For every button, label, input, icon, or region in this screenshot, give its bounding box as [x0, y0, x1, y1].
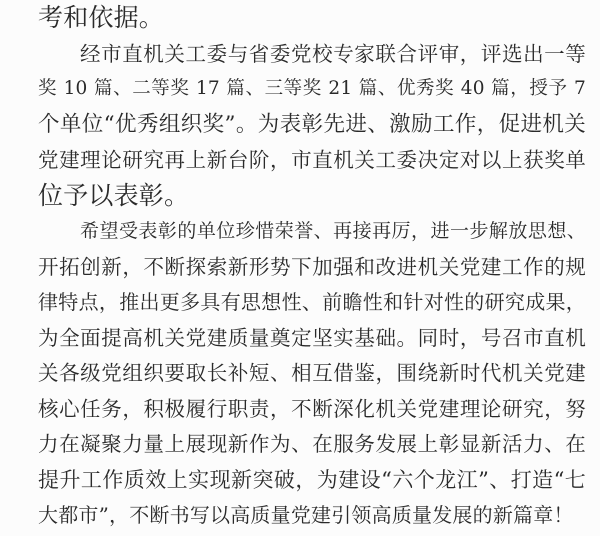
text-line: 希望受表彰的单位珍惜荣誉、再接再厉，进一步解放思想、 — [80, 220, 586, 242]
text-line: 大都市”，不断书写以高质量党建引领高质量发展的新篇章！ — [38, 503, 574, 527]
text-line: 开拓创新，不断探索新形势下加强和改进机关党建工作的规 — [38, 255, 586, 279]
text-line: 位予以表彰。 — [38, 181, 190, 210]
text-line: 经市直机关工委与省委党校专家联合评审，评选出一等 — [80, 42, 586, 66]
text-line: 个单位“优秀组织奖”。为表彰先进、激励工作，促进机关 — [38, 112, 586, 137]
text-line: 提升工作质效上实现新突破，为建设“六个龙江”、打造“七 — [38, 468, 586, 492]
text-line: 考和依据。 — [38, 3, 165, 32]
text-line: 力在凝聚力量上展现新作为、在服务发展上彰显新活力、在 — [38, 432, 586, 456]
text-line: 为全面提高机关党建质量奠定坚实基础。同时，号召市直机 — [38, 326, 586, 350]
text-line: 奖 10 篇、二等奖 17 篇、三等奖 21 篇、优秀奖 40 篇，授予 7 — [38, 78, 586, 99]
text-line: 核心任务，积极履行职责，不断深化机关党建理论研究，努 — [38, 397, 586, 421]
text-line: 关各级党组织要取长补短、相互借鉴，围绕新时代机关党建 — [38, 361, 586, 385]
text-line: 党建理论研究再上新台阶，市直机关工委决定对以上获奖单 — [38, 148, 586, 172]
text-line: 律特点，推出更多具有思想性、前瞻性和针对性的研究成果， — [38, 290, 586, 314]
